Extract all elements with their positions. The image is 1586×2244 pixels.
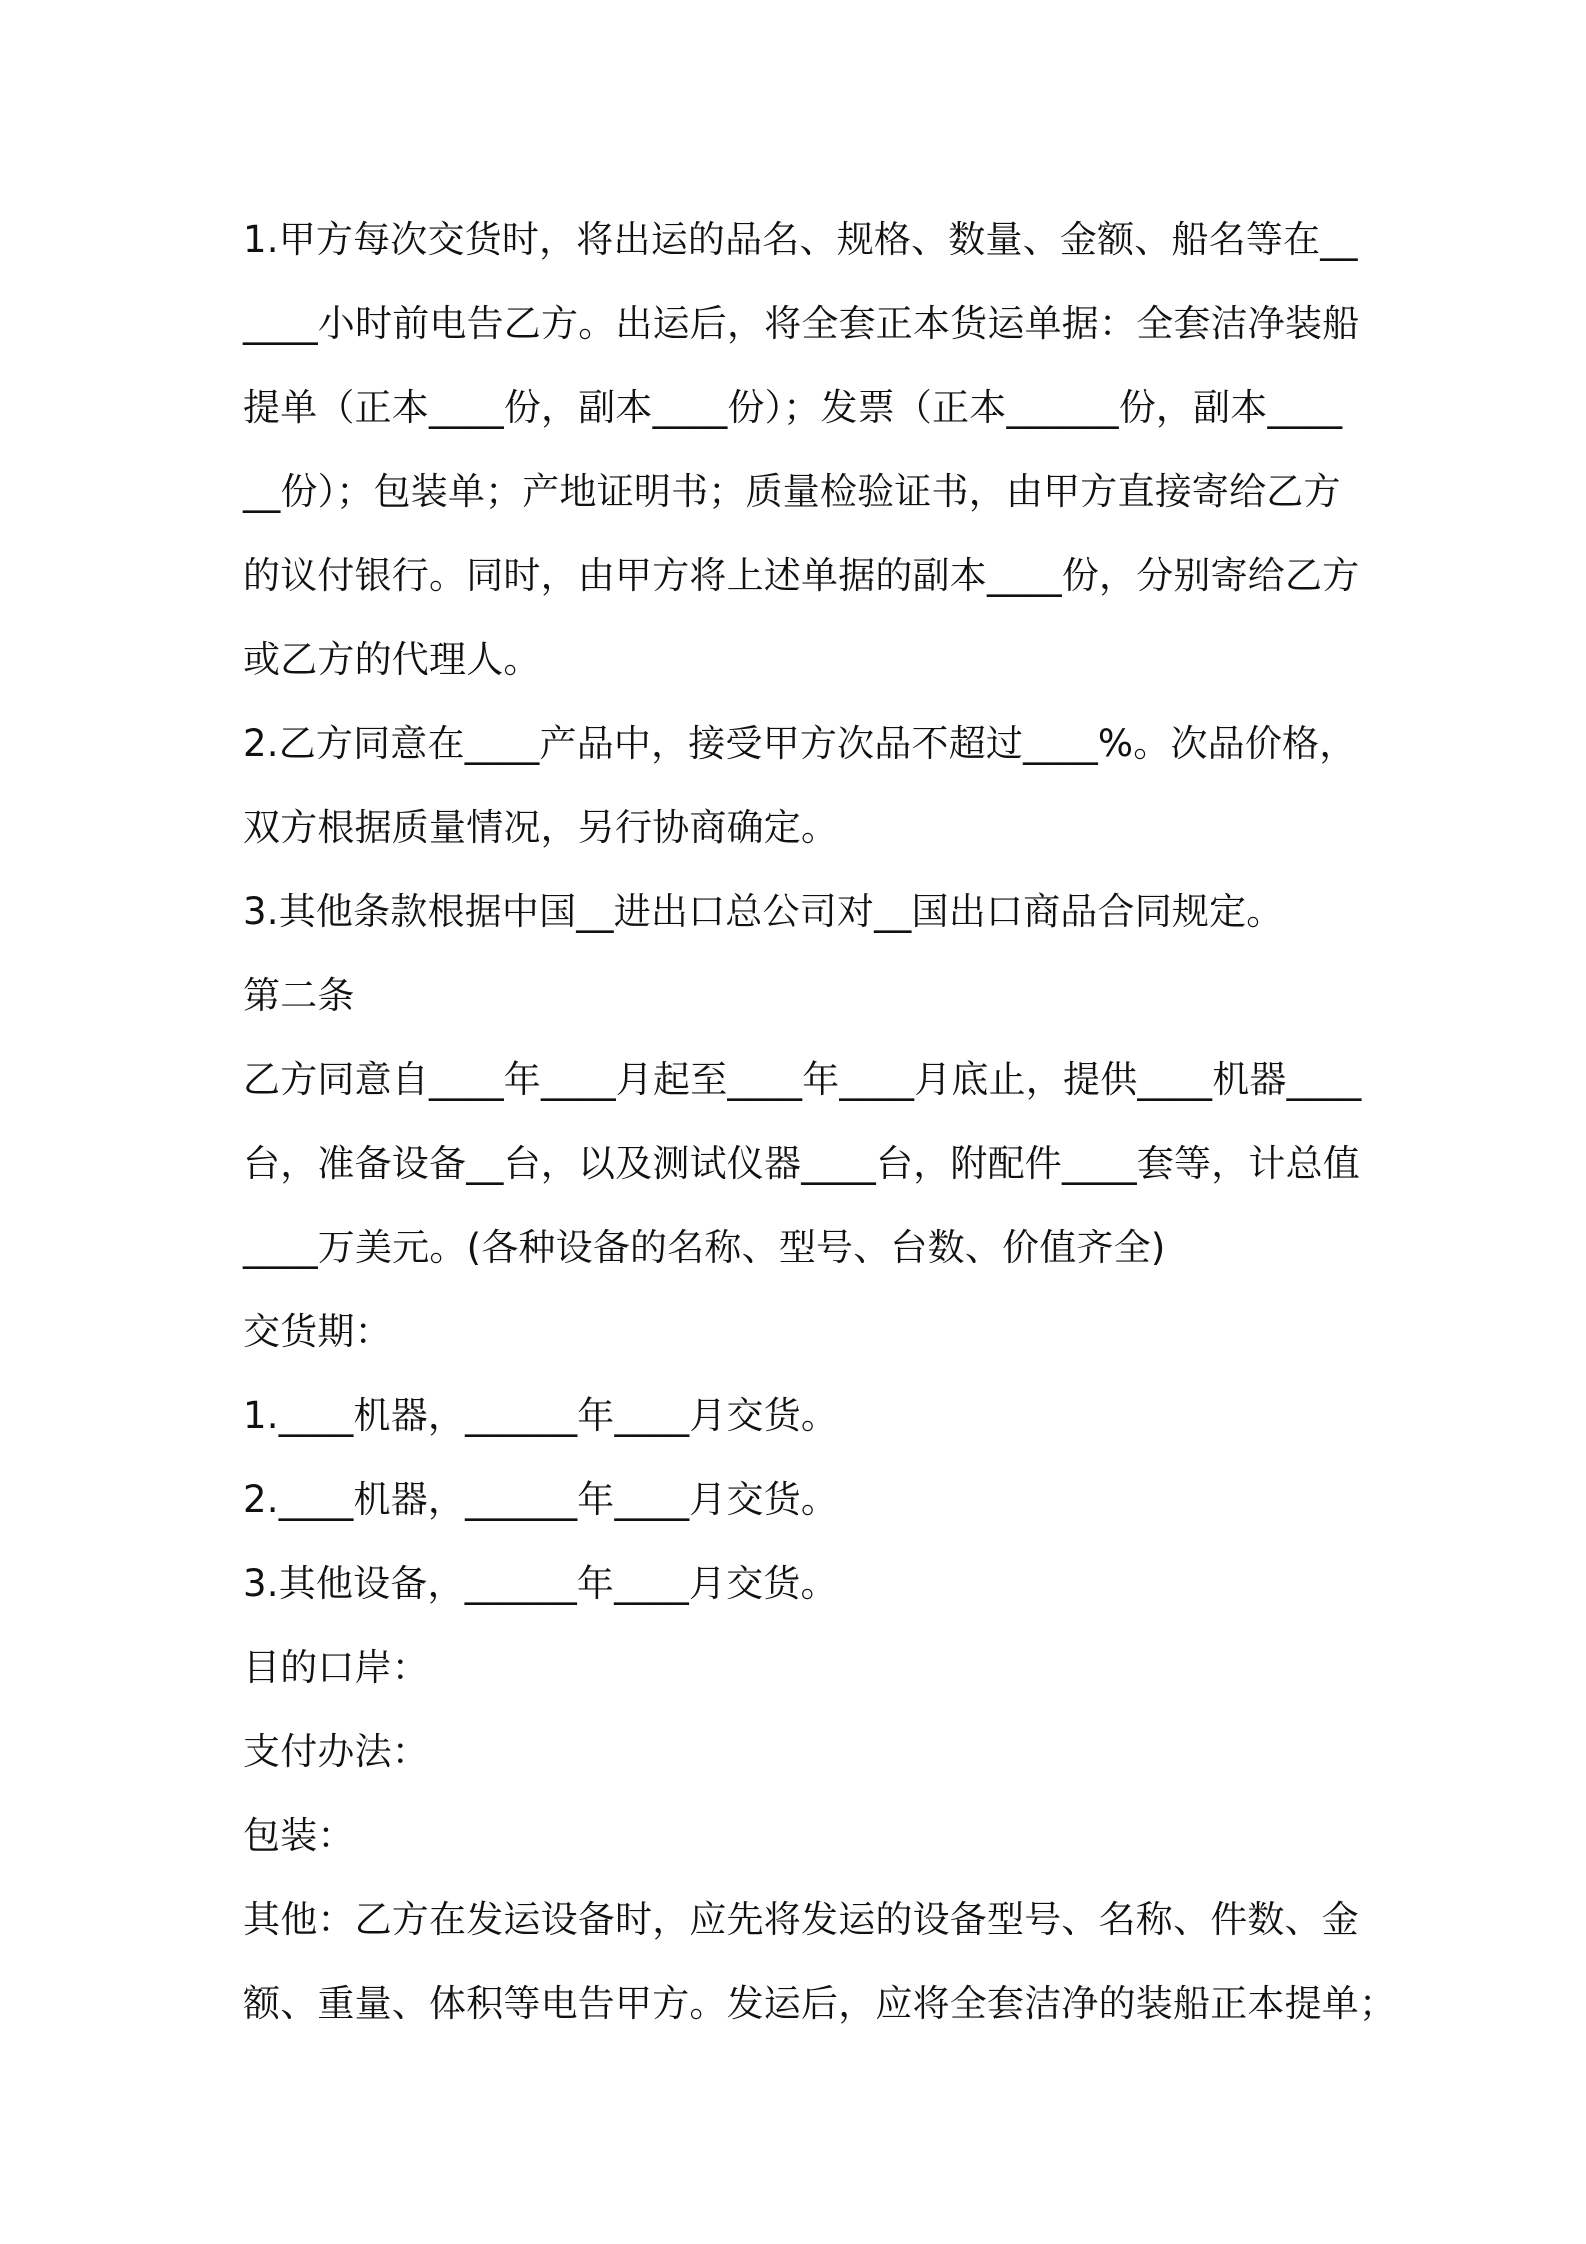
text-line: ____万美元。(各种设备的名称、型号、台数、价值齐全)	[243, 1226, 1166, 1269]
text-line: 其他：乙方在发运设备时，应先将发运的设备型号、名称、件数、金	[243, 1898, 1359, 1941]
text-line: 或乙方的代理人。	[243, 638, 541, 681]
field-label-delivery: 交货期：	[243, 1310, 392, 1353]
field-label-port: 目的口岸：	[243, 1646, 429, 1689]
text-line: 提单（正本____份，副本____份）；发票（正本______份，副本____	[243, 386, 1343, 429]
text-line: 2.乙方同意在____产品中，接受甲方次品不超过____%。次品价格，	[243, 722, 1357, 765]
document-body	[243, 198, 1397, 2046]
text-line: 1.甲方每次交货时，将出运的品名、规格、数量、金额、船名等在__	[243, 218, 1358, 261]
text-line: 1.____机器，______年____月交货。	[243, 1394, 839, 1437]
section-heading: 第二条	[243, 974, 355, 1017]
text-line: __份）；包装单；产地证明书；质量检验证书，由甲方直接寄给乙方	[243, 470, 1341, 513]
field-label-payment: 支付办法：	[243, 1730, 429, 1773]
text-line: 台，准备设备__台，以及测试仪器____台，附配件____套等，计总值	[243, 1142, 1360, 1185]
text-line: 3.其他条款根据中国__进出口总公司对__国出口商品合同规定。	[243, 890, 1284, 933]
text-line: 的议付银行。同时，由甲方将上述单据的副本____份，分别寄给乙方	[243, 554, 1360, 597]
text-line: 额、重量、体积等电告甲方。发运后，应将全套洁净的装船正本提单；	[243, 1982, 1397, 2025]
text-line: ____小时前电告乙方。出运后，将全套正本货运单据：全套洁净装船	[243, 302, 1360, 345]
text-line: 3.其他设备，______年____月交货。	[243, 1562, 838, 1605]
field-label-packing: 包装：	[243, 1814, 355, 1857]
text-line: 2.____机器，______年____月交货。	[243, 1478, 839, 1521]
text-line: 双方根据质量情况，另行协商确定。	[243, 806, 839, 849]
text-line: 乙方同意自____年____月起至____年____月底止，提供____机器____	[243, 1058, 1362, 1101]
